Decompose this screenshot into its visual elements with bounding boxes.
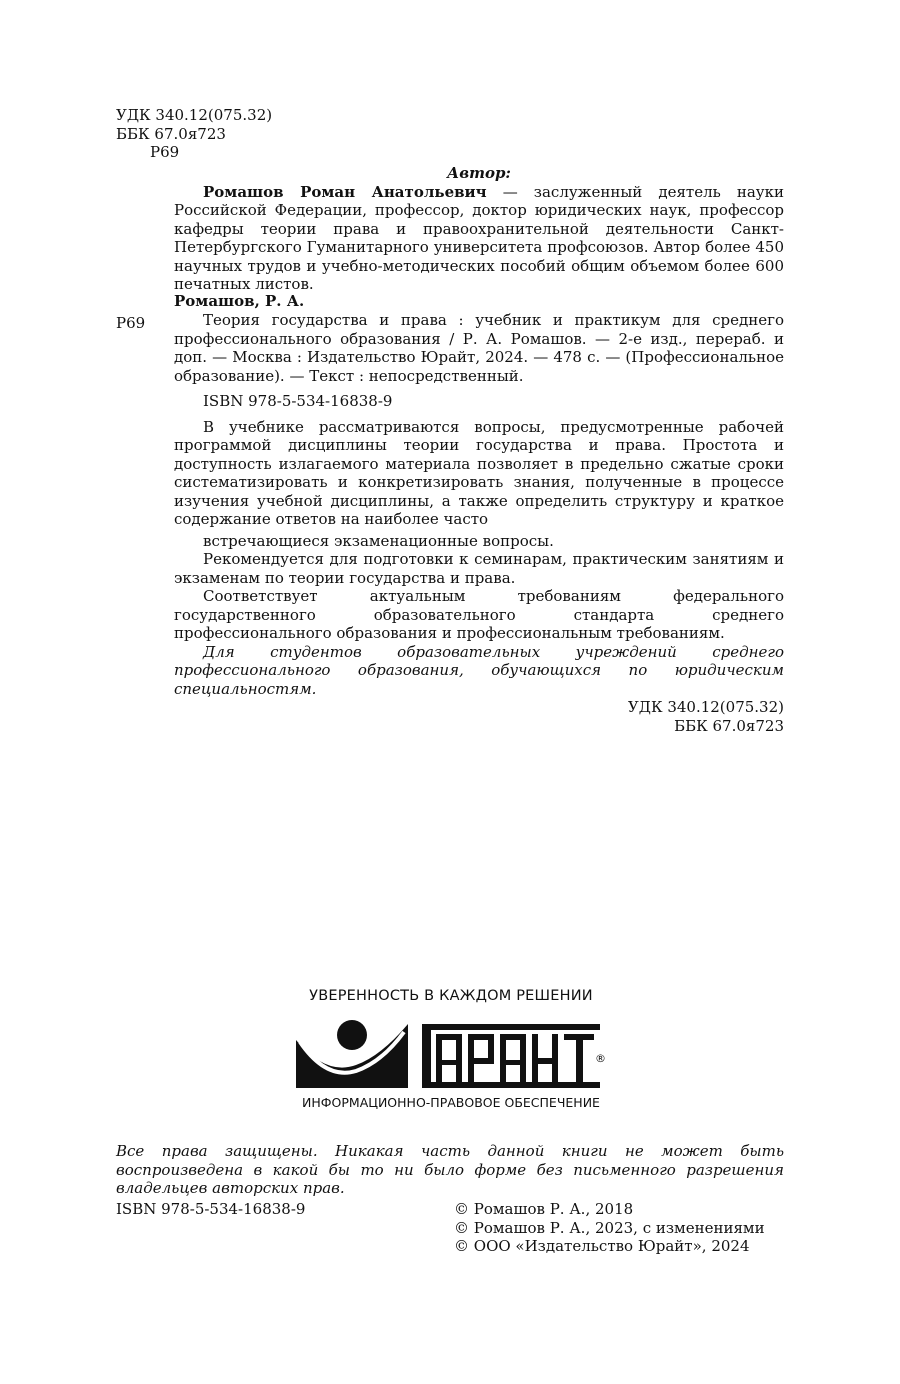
garant-emblem-icon	[296, 1018, 606, 1092]
bbk-code: ББК 67.0я723	[116, 124, 226, 143]
catalog-udk: УДК 340.12(075.32)	[627, 698, 784, 716]
catalog-author-heading: Ромашов, Р. А.	[174, 292, 305, 310]
annotation-paragraph-3: Соответствует актуальным требованиям федерального государственного образовательного стандарта среднего профессионального образования и профессиональным требованиям.	[174, 587, 784, 642]
udk-code: УДК 340.12(075.32)	[116, 106, 273, 124]
header-codes	[116, 106, 272, 162]
garant-logo	[296, 1018, 606, 1092]
catalog-bbk: ББК 67.0я723	[674, 716, 784, 735]
author-block	[174, 164, 784, 294]
garant-slogan: УВЕРЕННОСТЬ В КАЖДОМ РЕШЕНИИ	[309, 988, 593, 1004]
copyright-line: © Ромашов Р. А., 2018	[454, 1200, 634, 1218]
author-name: Ромашов Роман Анатольевич	[203, 182, 487, 201]
audience-note: Для студентов образовательных учреждений среднего профессионального образования, обучающихся по юридическим специальностям.	[174, 642, 784, 698]
copyright-line: © Ромашов Р. А., 2023, с изменениями	[454, 1218, 765, 1237]
catalog-entry: Теория государства и права : учебник и практикум для среднего профессионального образования / Р. А. Ромашов. — 2-е изд., перераб. и доп. — Москва : Издательство Юрайт, 2024. — 478 с. — (Профессиональное образование). — Текст : непосредственный.	[174, 311, 784, 385]
annotation-paragraph-1-continued: встречающиеся экзаменационные вопросы.	[203, 531, 554, 550]
annotation-paragraph-2: Рекомендуется для подготовки к семинарам, практическим занятиям и экзаменам по теории государства и права.	[174, 550, 784, 587]
annotation-paragraph-1: В учебнике рассматриваются вопросы, предусмотренные рабочей программой дисциплины теории государства и права. Простота и доступность излагаемого материала позволяет в предельно сжатые сроки систематизировать и конкретизировать знания, полученные в процессе изучения учебной дисциплины, а также определить структуру и краткое содержание ответов на наиболее часто	[174, 417, 784, 528]
catalog-record-body	[174, 311, 784, 735]
author-bio: — заслуженный деятель науки Российской Федерации, профессор, доктор юридических наук, профессор кафедры теории права и правоохранительной деятельности Санкт-Петербургского Гуманитарного университета профсоюзов. Автор более 450 научных трудов и учебно-методических пособий общим объемом более 600 печатных листов.	[174, 182, 784, 293]
catalog-margin-mark: Р69	[116, 314, 146, 332]
rights-notice: Все права защищены. Никакая часть данной книги не может быть воспроизведена в какой бы то ни было форме без письменного разрешения владельцев авторских прав.	[116, 1142, 784, 1197]
garant-tagline: ИНФОРМАЦИОННО-ПРАВОВОЕ ОБЕСПЕЧЕНИЕ	[302, 1095, 600, 1110]
catalog-isbn: ISBN 978-5-534-16838-9	[203, 392, 393, 410]
author-bio-paragraph	[174, 183, 784, 294]
author-heading: Автор:	[447, 164, 511, 182]
copyright-block	[454, 1200, 765, 1256]
copyright-line: © ООО «Издательство Юрайт», 2024	[454, 1237, 750, 1255]
registered-mark: ®	[595, 1052, 606, 1065]
footer-isbn: ISBN 978-5-534-16838-9	[116, 1200, 306, 1218]
author-mark: Р69	[150, 143, 180, 161]
